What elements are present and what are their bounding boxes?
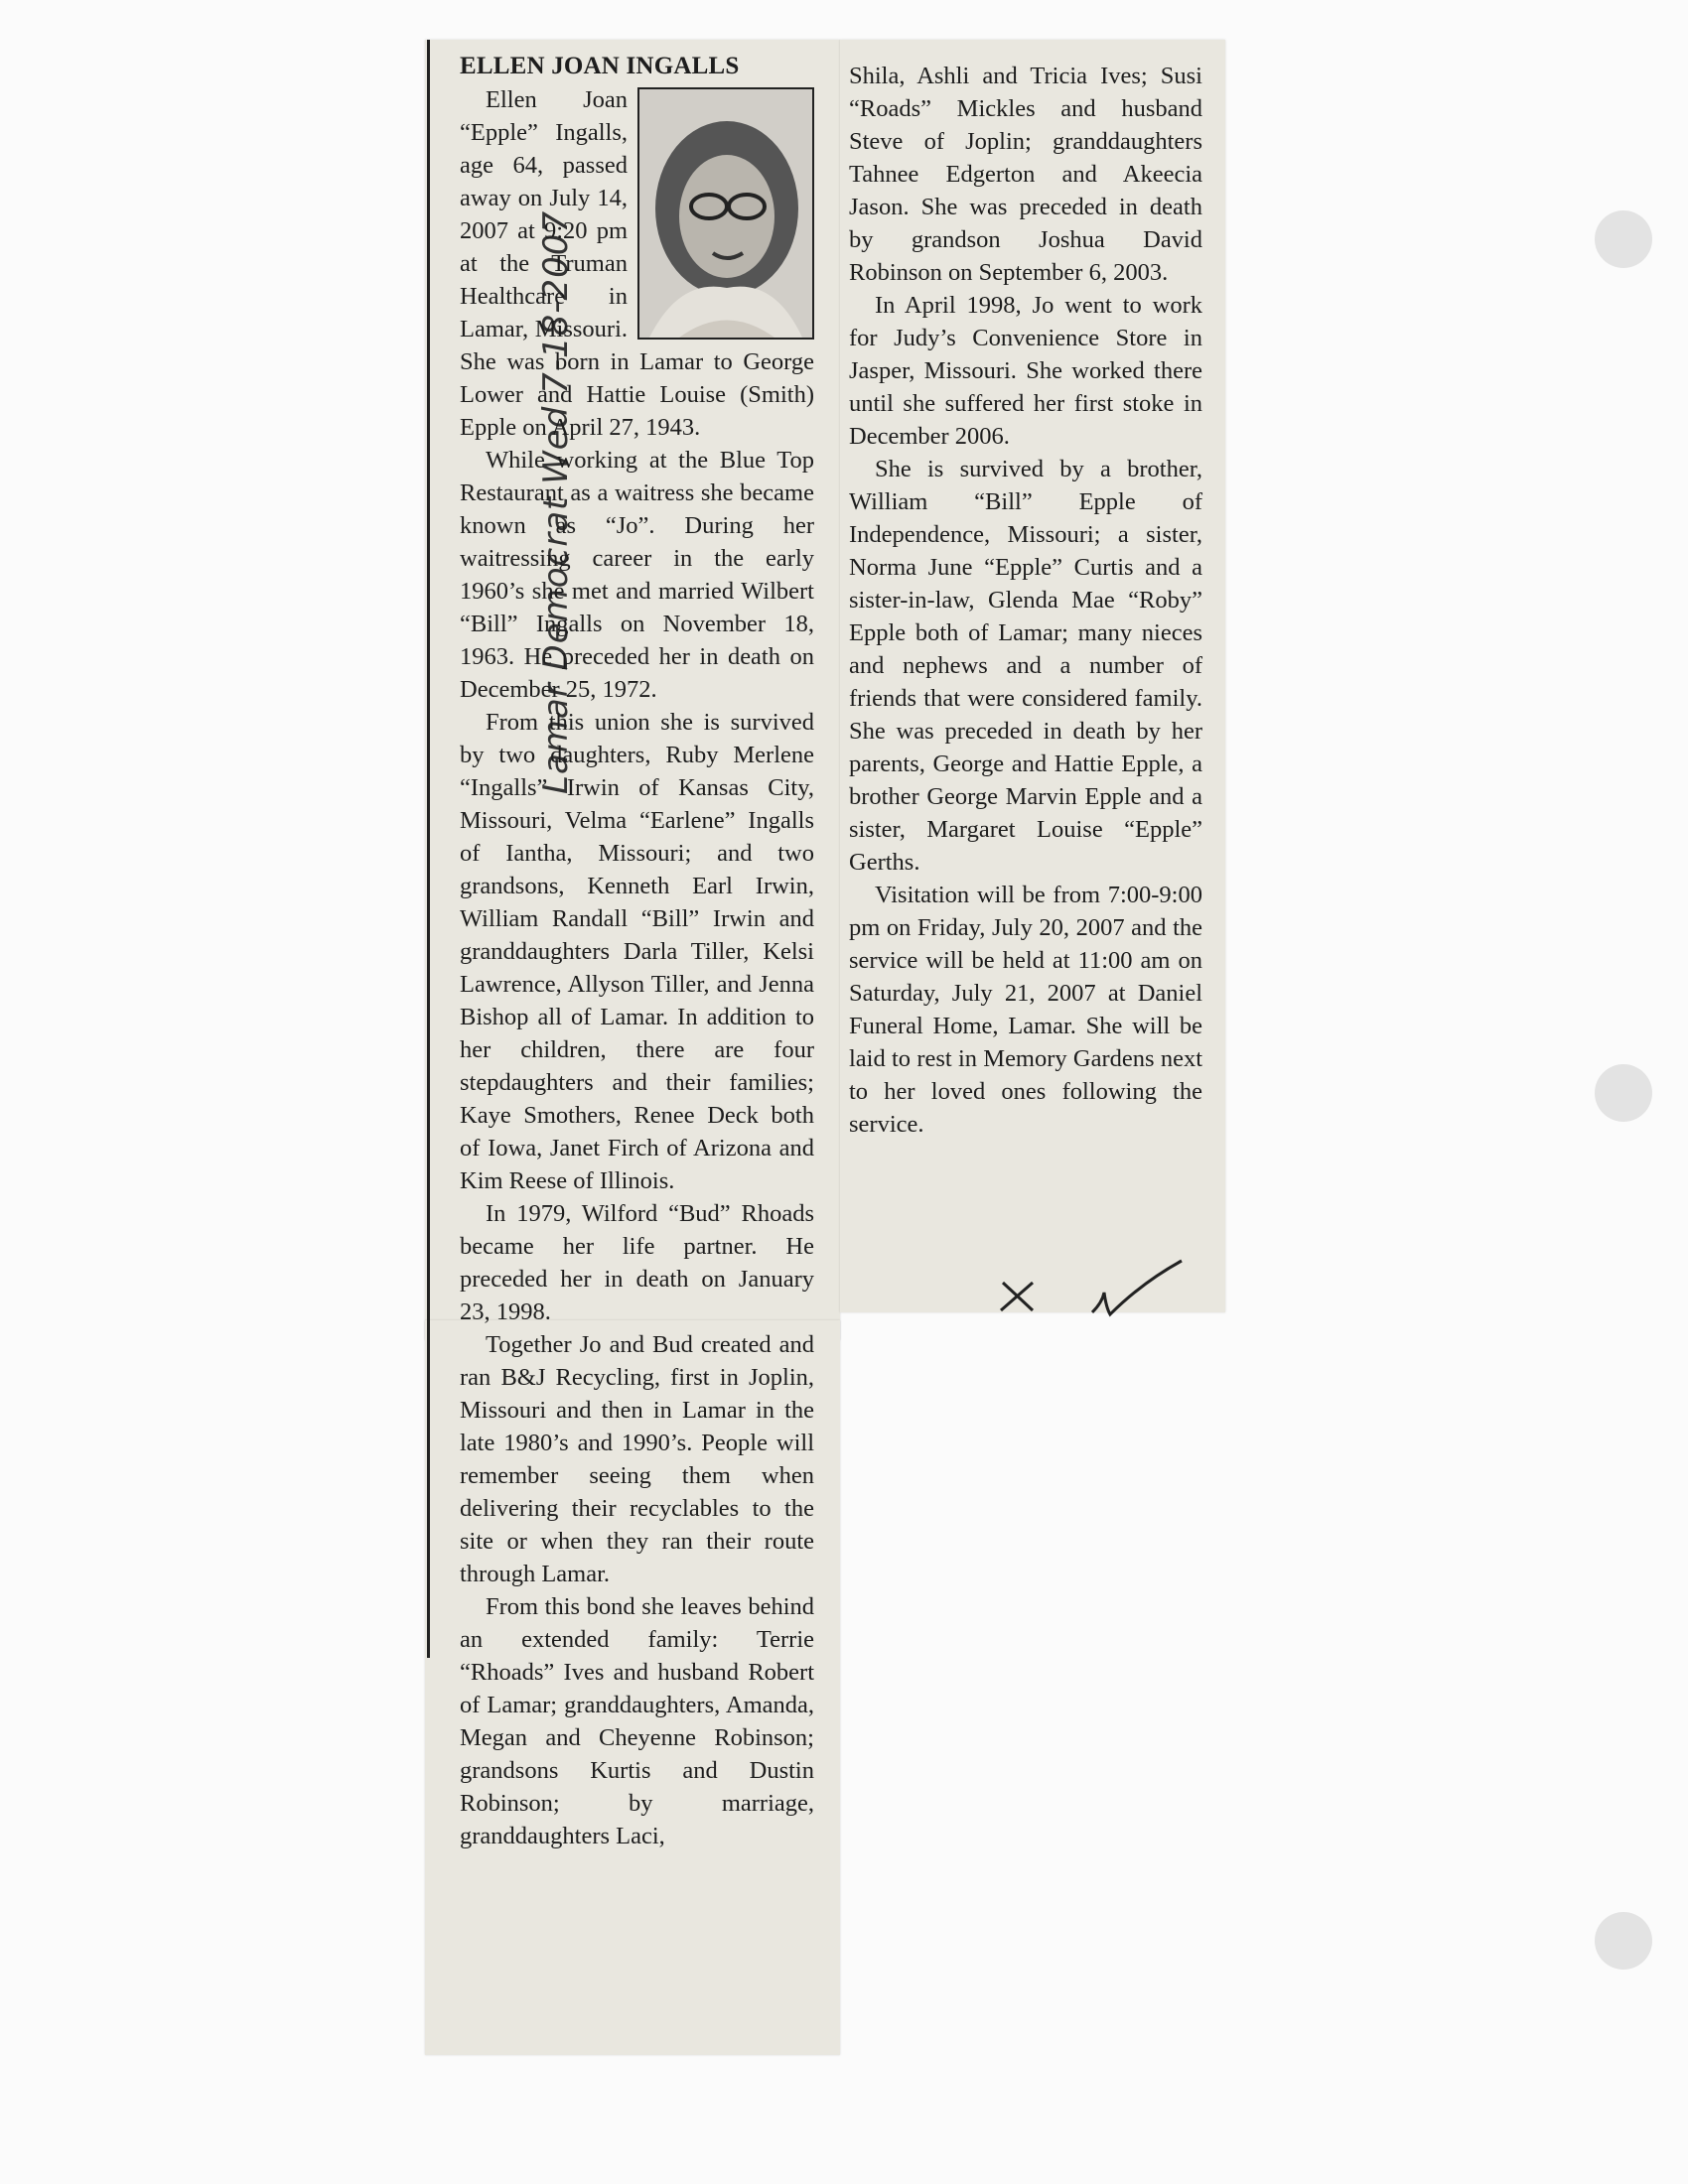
handwritten-check-marks — [983, 1253, 1201, 1332]
obituary-left-column — [460, 50, 814, 1852]
obituary-right-column — [849, 60, 1202, 1141]
paragraph: Ellen Joan “Epple” Ingalls, age 64, passed away on July 14, 2007 at 9:20 pm at the Truman Healthcare in Lamar, Missouri. She was born in Lamar to George Lower and Hattie Louise (Smith) Epple on April 27, 1943. — [460, 86, 814, 441]
paragraph: She is survived by a brother, William “Bill” Epple of Independence, Missouri; a sister, Norma June “Epple” Curtis and a sister-in-law, Glenda Mae “Roby” Epple both of Lamar; many nieces and nephews and a number of friends that were considered family. She was preceded in death by her parents, George and Hattie Epple, a brother George Marvin Epple and a sister, Margaret Louise “Epple” Gerths. — [849, 456, 1202, 876]
handwritten-date-note: Lamar Democrat Wed 7-18-2007 — [536, 209, 576, 794]
obituary-headline: ELLEN JOAN INGALLS — [460, 53, 740, 79]
portrait-photo — [637, 87, 814, 340]
paragraph: From this union she is survived by two daughters, Ruby Merlene “Ingalls” Irwin of Kansas City, Missouri, Velma “Earlene” Ingalls of Iantha, Missouri; and two grandsons, Kenneth Earl Irwin, William Randall “Bill” Irwin and granddaughters Darla Tiller, Kelsi Lawrence, Allyson Tiller, and Jenna Bishop all of Lamar. In addition to her children, there are four stepdaughters and their families; Kaye Smothers, Renee Deck both of Iowa, Janet Firch of Arizona and Kim Reese of Illinois. — [460, 709, 814, 1194]
column-rule — [427, 40, 430, 1658]
binder-hole-top — [1595, 210, 1652, 268]
bleed-through-text-left — [169, 60, 417, 1251]
paragraph: Visitation will be from 7:00-9:00 pm on Friday, July 20, 2007 and the service will be held at 11:00 am on Saturday, July 21, 2007 at Daniel Funeral Home, Lamar. She will be laid to rest in Memory Gardens next to her loved ones following the service. — [849, 882, 1202, 1138]
bleed-through-text-right — [1043, 1291, 1271, 2035]
paragraph: From this bond she leaves behind an extended family: Terrie “Rhoads” Ives and husband Robert of Lamar; granddaughters, Amanda, Megan and Cheyenne Robinson; grandsons Kurtis and Dustin Robinson; by marriage, granddaughters Laci, — [460, 1593, 814, 1849]
paragraph: In 1979, Wilford “Bud” Rhoads became her life partner. He preceded her in death on January 23, 1998. — [460, 1200, 814, 1325]
paragraph: Together Jo and Bud created and ran B&J Recycling, first in Joplin, Missouri and then in Lamar in the late 1980’s and 1990’s. People will remember seeing them when delivering their recyclables to the site or when they ran their route through Lamar. — [460, 1331, 814, 1587]
binder-hole-bottom — [1595, 1912, 1652, 1970]
paragraph: Shila, Ashli and Tricia Ives; Susi “Roads” Mickles and husband Steve of Joplin; granddaughters Tahnee Edgerton and Akeecia Jason. She was preceded in death by grandson Joshua David Robinson on September 6, 2003. — [849, 63, 1202, 286]
paragraph: While working at the Blue Top Restaurant as a waitress she became known as “Jo”. During her waitressing career in the early 1960’s she met and married Wilbert “Bill” Ingalls on November 18, 1963. He preceded her in death on December 25, 1972. — [460, 447, 814, 703]
paragraph: In April 1998, Jo went to work for Judy’s Convenience Store in Jasper, Missouri. She worked there until she suffered her first stoke in December 2006. — [849, 292, 1202, 450]
portrait-image — [639, 89, 812, 338]
binder-hole-middle — [1595, 1064, 1652, 1122]
